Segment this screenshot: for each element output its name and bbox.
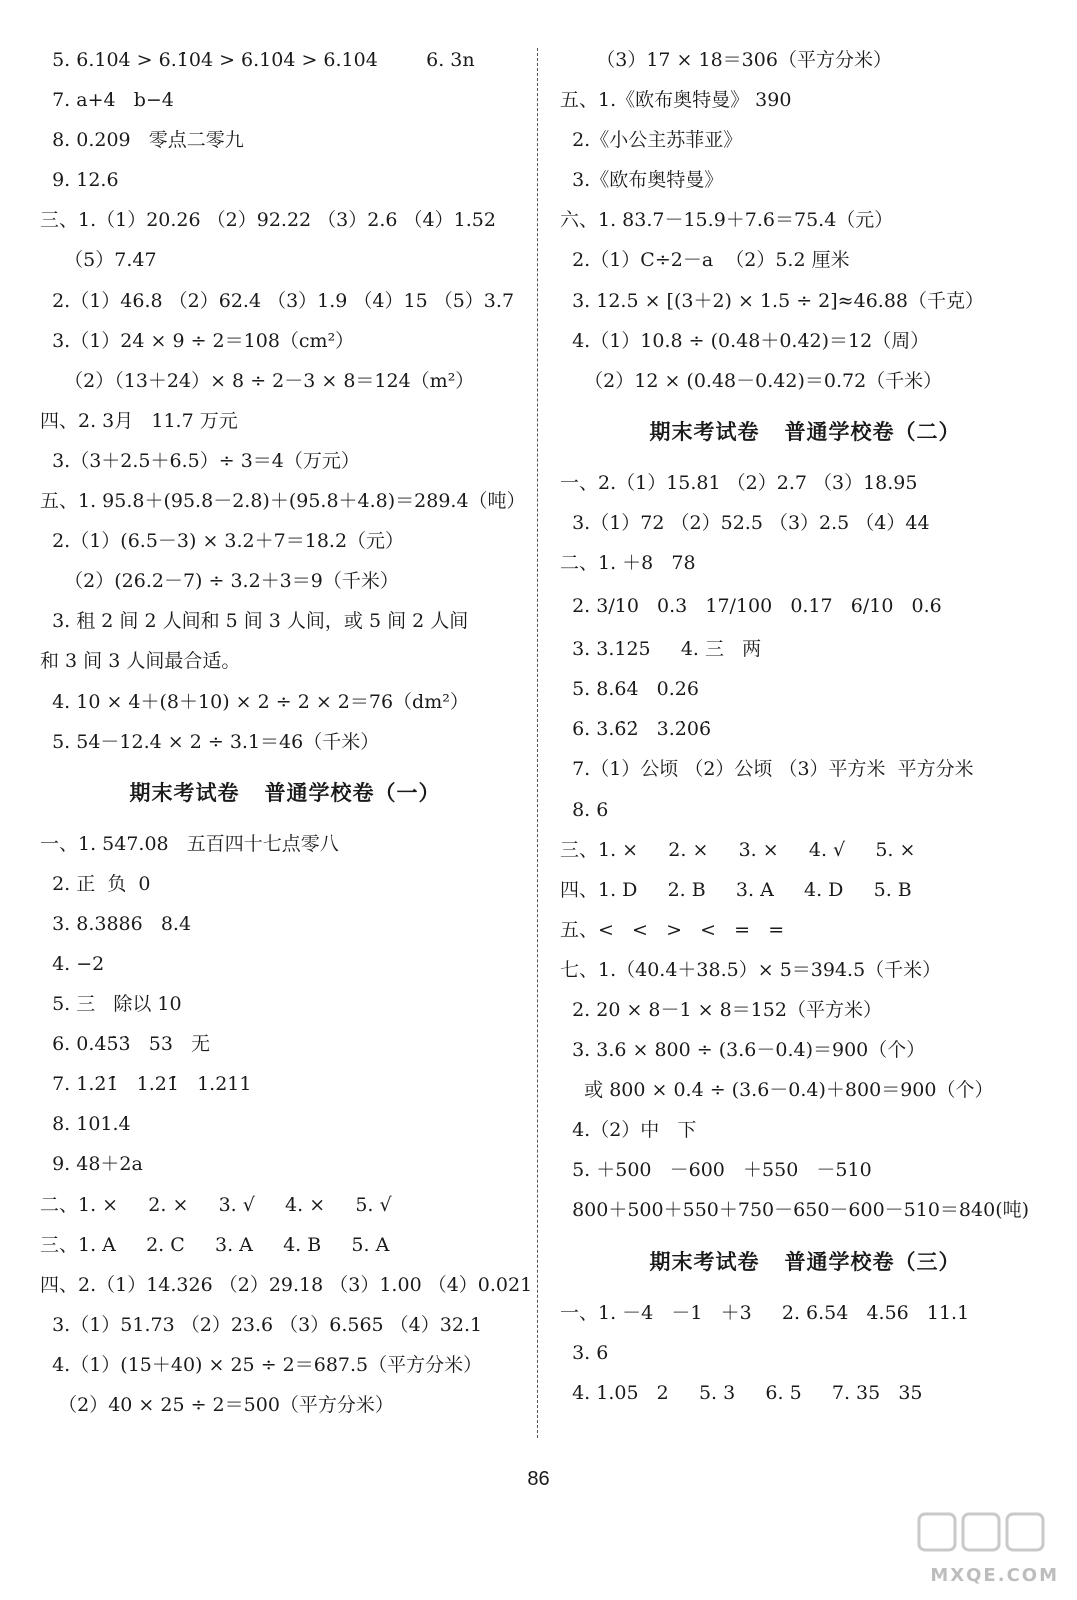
- answer-line: 二、1. ＋8 78: [560, 552, 696, 575]
- answer-line: 三、1. A 2. C 3. A 4. B 5. A: [40, 1233, 390, 1256]
- answer-line: 5. 三 除以 10: [40, 993, 182, 1016]
- answer-line: 一、1. 547.08 五百四十七点零八: [40, 832, 339, 855]
- answer-line: 3.（1）72 （2）52.5 （3）2.5 （4）44: [560, 511, 930, 534]
- answer-line: 2.（1）C÷2－a （2）5.2 厘米: [560, 249, 850, 272]
- answer-line: 5. 8.64 0.26: [560, 678, 699, 701]
- answer-line: 7. 1.2̇1̇ 1.21̇ 1.211: [40, 1073, 252, 1096]
- answer-line: 一、2.（1）15.81 （2）2.7 （3）18.95: [560, 471, 918, 494]
- answer-line: 4.（1）10.8 ÷ (0.48＋0.42)＝12（周）: [560, 329, 930, 352]
- answer-line: （3）17 × 18＝306（平方分米）: [560, 49, 892, 71]
- right-column: [560, 40, 1050, 1413]
- answer-line: （2）12 × (0.48－0.42)＝0.72（千米）: [560, 369, 943, 392]
- answer-line: 五、1. 95.8＋(95.8－2.8)＋(95.8＋4.8)＝289.4（吨）: [40, 490, 526, 513]
- answer-line: 4.（1）(15＋40) × 25 ÷ 2＝687.5（平方分米）: [40, 1353, 483, 1376]
- answer-line: 5. ＋500 －600 ＋550 －510: [560, 1159, 872, 1182]
- section-heading: 期末考试卷 普通学校卷（二）: [649, 419, 961, 444]
- answer-line: 四、1. D 2. B 3. A 4. D 5. B: [560, 878, 912, 901]
- left-column: [40, 40, 533, 1425]
- answer-line: 一、1. －4 －1 ＋3 2. 6.54 4.56 11.1: [560, 1301, 970, 1324]
- answer-line: 4. −2: [40, 952, 105, 975]
- answer-line: 3. 3.125 4. 三 两: [560, 638, 762, 661]
- answer-line: （2）40 × 25 ÷ 2＝500（平方分米）: [40, 1394, 394, 1416]
- answer-line: 3. 12.5 × [(3＋2) × 1.5 ÷ 2]≈46.88（千克）: [560, 289, 984, 312]
- page-number: 86: [527, 1468, 550, 1490]
- answer-line: 和 3 间 3 人间最合适。: [40, 650, 241, 673]
- answer-line: 或 800 × 0.4 ÷ (3.6－0.4)＋800＝900（个）: [560, 1079, 994, 1102]
- answer-line: 6. 3.6̇2̇ 3.2̇06̇: [560, 718, 712, 741]
- column-divider: [537, 48, 538, 1438]
- answer-line: 2. 20 × 8－1 × 8＝152（平方米）: [560, 998, 882, 1021]
- answer-line: 五、< < > < = =: [560, 918, 785, 941]
- answer-line: 三、1.（1）20.26 （2）92.22 （3）2.6 （4）1.52: [40, 209, 496, 232]
- answer-line: 800＋500＋550＋750－650－600－510＝840(吨): [560, 1199, 1030, 1222]
- answer-line: 9. 48＋2a: [40, 1153, 143, 1176]
- answer-line: 2.（1）46.8 （2）62.4 （3）1.9 （4）15 （5）3.7: [40, 289, 515, 312]
- answer-line: 2. 3/10 0.3 17/100 0.17 6/10 0.6: [560, 595, 942, 618]
- answer-line: 9. 12.6: [40, 169, 119, 192]
- answer-line: （2）（13＋24）× 8 ÷ 2－3 × 8＝124（m²）: [40, 369, 475, 392]
- answer-line: 3. 6: [560, 1341, 609, 1364]
- answer-line: 3. 3.6 × 800 ÷ (3.6－0.4)＝900（个）: [560, 1039, 926, 1062]
- answer-line: 3.（1）24 × 9 ÷ 2＝108（cm²）: [40, 329, 355, 352]
- answer-line: （2）(26.2－7) ÷ 3.2＋3＝9（千米）: [40, 570, 399, 593]
- section-heading: 期末考试卷 普通学校卷（三）: [649, 1249, 961, 1274]
- answer-line: 8. 0.209 零点二零九: [40, 129, 244, 152]
- answer-line: 5. 6.104̇ > 6.1̇04̇ > 6.10̇4̇ > 6.104 6. 3n: [40, 49, 475, 71]
- answer-line: 3.《欧布奥特曼》: [560, 169, 724, 192]
- answer-line: 8. 6: [560, 798, 609, 821]
- answer-line: 5. 54－12.4 × 2 ÷ 3.1＝46（千米）: [40, 730, 380, 753]
- answer-line: 四、2.（1）14.326 （2）29.18 （3）1.00 （4）0.021: [40, 1273, 533, 1296]
- answer-line: 8. 101.4: [40, 1113, 131, 1136]
- answer-line: 7.（1）公顷 （2）公顷 （3）平方米 平方分米: [560, 758, 974, 781]
- answer-line: 3. 租 2 间 2 人间和 5 间 3 人间，或 5 间 2 人间: [40, 610, 469, 633]
- answer-line: 4. 1.05 2 5. 3 6. 5 7. 35 35: [560, 1381, 923, 1404]
- answer-line: 六、1. 83.7－15.9＋7.6＝75.4（元）: [560, 209, 894, 232]
- answer-line: 2. 正 负 0: [40, 872, 151, 895]
- answer-line: 6. 0.45̇3̇ 53 无: [40, 1033, 211, 1056]
- answer-line: 七、1.（40.4＋38.5）× 5＝394.5（千米）: [560, 958, 942, 981]
- section-heading: 期末考试卷 普通学校卷（一）: [129, 780, 441, 805]
- answer-line: 四、2. 3月 11.7 万元: [40, 409, 238, 432]
- answer-line: 二、1. × 2. × 3. √ 4. × 5. √: [40, 1193, 392, 1216]
- watermark-logo-icon: [913, 1508, 1063, 1590]
- answer-line: 三、1. × 2. × 3. × 4. √ 5. ×: [560, 838, 916, 861]
- answer-line: 2.（1）(6.5－3) × 3.2＋7＝18.2（元）: [40, 530, 405, 553]
- answer-line: 3.（1）51.73 （2）23.6 （3）6.565 （4）32.1: [40, 1313, 483, 1336]
- answer-line: （5）7.47: [40, 249, 157, 272]
- answer-line: 2.《小公主苏菲亚》: [560, 129, 743, 152]
- answer-line: 五、1.《欧布奥特曼》 390: [560, 89, 792, 112]
- answer-line: 3. 8.3886 8.4: [40, 912, 192, 935]
- watermark-text: MXQE.COM: [930, 1565, 1059, 1586]
- answer-line: 4.（2）中 下: [560, 1119, 697, 1142]
- answer-line: 7. a+4 b−4: [40, 89, 174, 112]
- answer-line: 3.（3＋2.5＋6.5）÷ 3＝4（万元）: [40, 449, 360, 472]
- answer-line: 4. 10 × 4＋(8＋10) × 2 ÷ 2 × 2＝76（dm²）: [40, 690, 469, 713]
